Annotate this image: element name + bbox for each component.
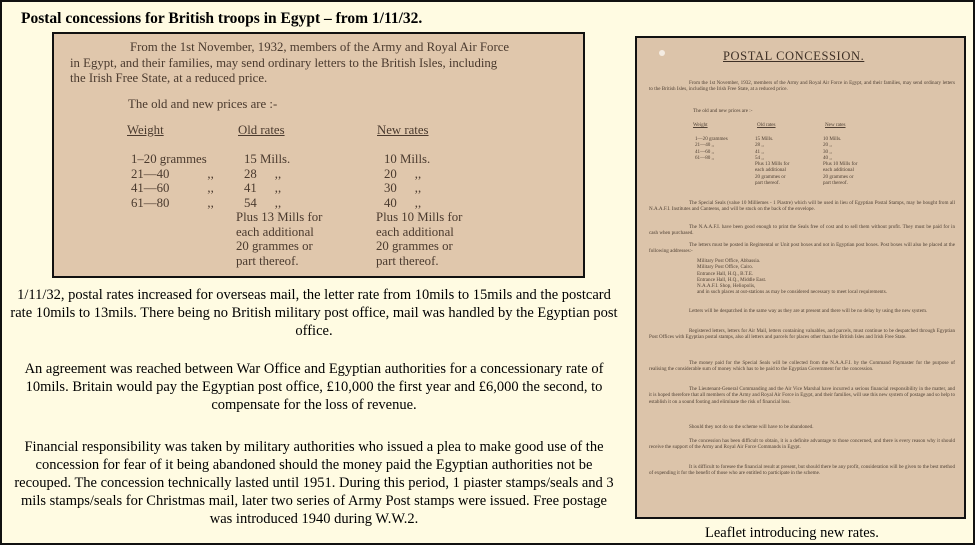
- history-paragraph: Financial responsibility was taken by military authorities who issued a plea to make good use of the concession for fear of it being abandoned should the money paid the Egyptian authorities not be recouped. The concession technically lasted until 1951. During this period, 1 piaster stamps/seals and 3 mils stamps/seals for Christmas mail, later two series of Army Post stamps were issued. Free postage was introduced 1940 during W.W.2.: [14, 439, 614, 527]
- excerpt-old-rates-column: [236, 152, 323, 268]
- leaflet-address: Military Post Office, Abbassia.: [697, 258, 761, 264]
- leaflet-benefit-paragraph: The concession has been difficult to obtain, it is a definite advantage to those concerned, and there is every reason why it should receive the support of the Army and Royal Air Force Commands in Egypt.: [649, 438, 955, 451]
- excerpt-intro-line: the Irish Free State, at a reduced price.: [70, 71, 268, 85]
- excerpt-old-rate: each additional: [236, 224, 314, 239]
- leaflet-address: N.A.A.F.I. Shop, Heliopolis,: [697, 283, 756, 290]
- leaflet-weight: 41—60 ,,: [695, 148, 715, 155]
- excerpt-intro-line: in Egypt, and their families, may send ordinary letters to the British Isles, including: [70, 55, 498, 70]
- excerpt-weight: 41—60 ,,: [131, 181, 214, 195]
- excerpt-prices-intro: The old and new prices are :-: [128, 97, 278, 111]
- leaflet-despatch-paragraph: Letters will be despatched in the same way as they are at present and there will be no delay by using the new system.: [689, 308, 928, 314]
- excerpt-new-rates-column: [376, 152, 463, 268]
- excerpt-new-rate: part thereof.: [376, 253, 439, 268]
- leaflet-postboxes-paragraph: The letters must be posted in Regimental or Unit post boxes and not in Egyptian post boxes. Post boxes will also be placed at the following addresses:-: [649, 242, 955, 255]
- excerpt-new-rate: 20 grammes or: [376, 239, 453, 253]
- excerpt-old-rate: 41 ,,: [244, 181, 282, 195]
- excerpt-header-new: New rates: [377, 123, 429, 137]
- leaflet-new-rate: 20 grammes or: [823, 173, 854, 180]
- leaflet-weight: 61—80 ,,: [695, 154, 715, 161]
- leaflet-new-rate: Plus 10 Mills for: [823, 161, 858, 168]
- leaflet-general-paragraph: The Lieutenant-General Commanding and the Air Vice Marshal have incurred a serious financial responsibility in the matter, and it is hoped therefore that all members of the Army and Royal Air Force in Egypt, and their families, will use this new system of postage and so help to establish it on a sound footing and eliminate the risk of financial loss.: [649, 386, 955, 405]
- leaflet-old-rate: 15 Mills.: [755, 136, 774, 142]
- history-paragraph: 1/11/32, postal rates increased for overseas mail, the letter rate from 10mils to 15mils and the postcard rate 10mils to 13mils. There being no British military post office, mail was handled by the Egyptian post office.: [10, 287, 618, 339]
- leaflet-old-rate: 41 ,,: [755, 148, 764, 155]
- leaflet-money-paragraph: The money paid for the Special Seals will be collected from the N.A.A.F.I. by the Command Paymaster for the purpose of realising the considerable sum of money which has to be paid to the Egyptian Government for the concession.: [649, 360, 955, 373]
- excerpt-weight-column: [131, 152, 214, 210]
- leaflet-foresee-paragraph: It is difficult to foresee the financial result at present, but should there be any profit, consideration will be given to the best method of expending it for the benefit of those who are entitled to participate in the scheme.: [649, 464, 955, 477]
- leaflet-excerpt-image: [52, 32, 585, 278]
- leaflet-registered-paragraph: Registered letters, letters for Air Mail, letters containing valuables, and parcels, must continue to be despatched through Egyptian Post Offices with Egyptian postal stamps, also all letters and parcels for places other than the British Isles and Irish Free State.: [649, 328, 955, 341]
- excerpt-old-rate: 28 ,,: [244, 166, 282, 181]
- excerpt-old-rate: 15 Mills.: [244, 152, 291, 166]
- excerpt-old-rate: 54 ,,: [244, 195, 282, 210]
- leaflet-old-rate: Plus 13 Mills for: [755, 161, 790, 168]
- leaflet-caption: Leaflet introducing new rates.: [705, 525, 879, 541]
- history-paragraph: An agreement was reached between War Office and Egyptian authorities for a concessionary rate of 10mils. Britain would pay the Egyptian post office, £10,000 the first year and £6,000 the second, to compensate for the loss of revenue.: [24, 361, 604, 413]
- excerpt-intro: [70, 40, 575, 87]
- leaflet-address-list: [697, 258, 945, 296]
- leaflet-new-rate: 10 Mills.: [823, 136, 842, 142]
- leaflet-image: [635, 36, 966, 519]
- page-title: Postal concessions for British troops in Egypt – from 1/11/32.: [21, 10, 423, 27]
- leaflet-old-rate: 28 ,,: [755, 142, 764, 149]
- leaflet-old-rates-column: [755, 136, 789, 186]
- leaflet-old-rate: part thereof.: [755, 180, 780, 187]
- excerpt-new-rate: 20 ,,: [384, 166, 422, 181]
- leaflet-new-rate: 40 ,,: [823, 154, 832, 161]
- leaflet-address: and in such places at out-stations as may be considered necessary to meet local requirements.: [697, 289, 887, 296]
- leaflet-address: Entrance Hall, H.Q., Middle East.: [697, 276, 767, 283]
- leaflet-new-rate: 20 ,,: [823, 142, 832, 149]
- leaflet-title: POSTAL CONCESSION.: [723, 49, 865, 63]
- leaflet-new-rate: 30 ,,: [823, 148, 832, 155]
- leaflet-header-old: Old rates: [757, 122, 776, 128]
- leaflet-prices-intro: The old and new prices are :-: [693, 108, 753, 114]
- leaflet-address: Entrance Hall, H.Q., B.T.E.: [697, 270, 754, 277]
- leaflet-old-rate: 20 grammes or: [755, 173, 786, 180]
- leaflet-seals-paragraph: The Special Seals (value 10 Milliemes - 1 Piastre) which will be used in lieu of Egyptian Postal Stamps, may be bought from all N.A.A.F.I. Institutes and Canteens, and will be stuck on the back of the envelope.: [649, 200, 955, 213]
- excerpt-header-weight: Weight: [127, 123, 164, 137]
- leaflet-naafi-paragraph: The N.A.A.F.I. have been good enough to print the Seals free of cost and to sell them without profit. They must be paid for in cash when purchased.: [649, 224, 955, 237]
- excerpt-weight: 61—80 ,,: [131, 195, 214, 210]
- leaflet-header-new: New rates: [825, 122, 846, 128]
- excerpt-old-rate: 20 grammes or: [236, 239, 313, 253]
- excerpt-header-old: Old rates: [238, 123, 285, 137]
- excerpt-weight: 1–20 grammes: [131, 152, 207, 166]
- excerpt-intro-line: From the 1st November, 1932, members of the Army and Royal Air Force: [130, 40, 510, 54]
- leaflet-new-rate: part thereof.: [823, 180, 848, 187]
- excerpt-new-rate: each additional: [376, 224, 454, 239]
- excerpt-new-rate: 10 Mills.: [384, 152, 431, 166]
- leaflet-abandoned-paragraph: Should they not do so the scheme will have to be abandoned.: [689, 424, 814, 430]
- leaflet-new-rate: each additional: [823, 167, 854, 174]
- excerpt-weight: 21—40 ,,: [131, 166, 214, 181]
- leaflet-new-rates-column: [823, 136, 857, 186]
- leaflet-old-rate: each additional: [755, 167, 786, 174]
- leaflet-intro: From the 1st November, 1932, members of the Army and Royal Air Force in Egypt, and their families, may send ordinary letters to the British Isles, including the Irish Free State, at a reduced price.: [649, 80, 955, 93]
- excerpt-old-rate: part thereof.: [236, 253, 299, 268]
- leaflet-address: Military Post Office, Cairo.: [697, 264, 754, 271]
- leaflet-weight: 21—40 ,,: [695, 142, 715, 149]
- punch-hole: [659, 50, 665, 56]
- excerpt-old-rate: Plus 13 Mills for: [236, 210, 323, 224]
- excerpt-new-rate: Plus 10 Mills for: [376, 210, 463, 224]
- excerpt-new-rate: 40 ,,: [384, 195, 422, 210]
- leaflet-old-rate: 54 ,,: [755, 154, 764, 161]
- excerpt-new-rate: 30 ,,: [384, 181, 422, 195]
- leaflet-header-weight: Weight: [693, 122, 708, 128]
- leaflet-weight: 1—20 grammes: [695, 136, 728, 142]
- leaflet-weight-column: [695, 136, 728, 161]
